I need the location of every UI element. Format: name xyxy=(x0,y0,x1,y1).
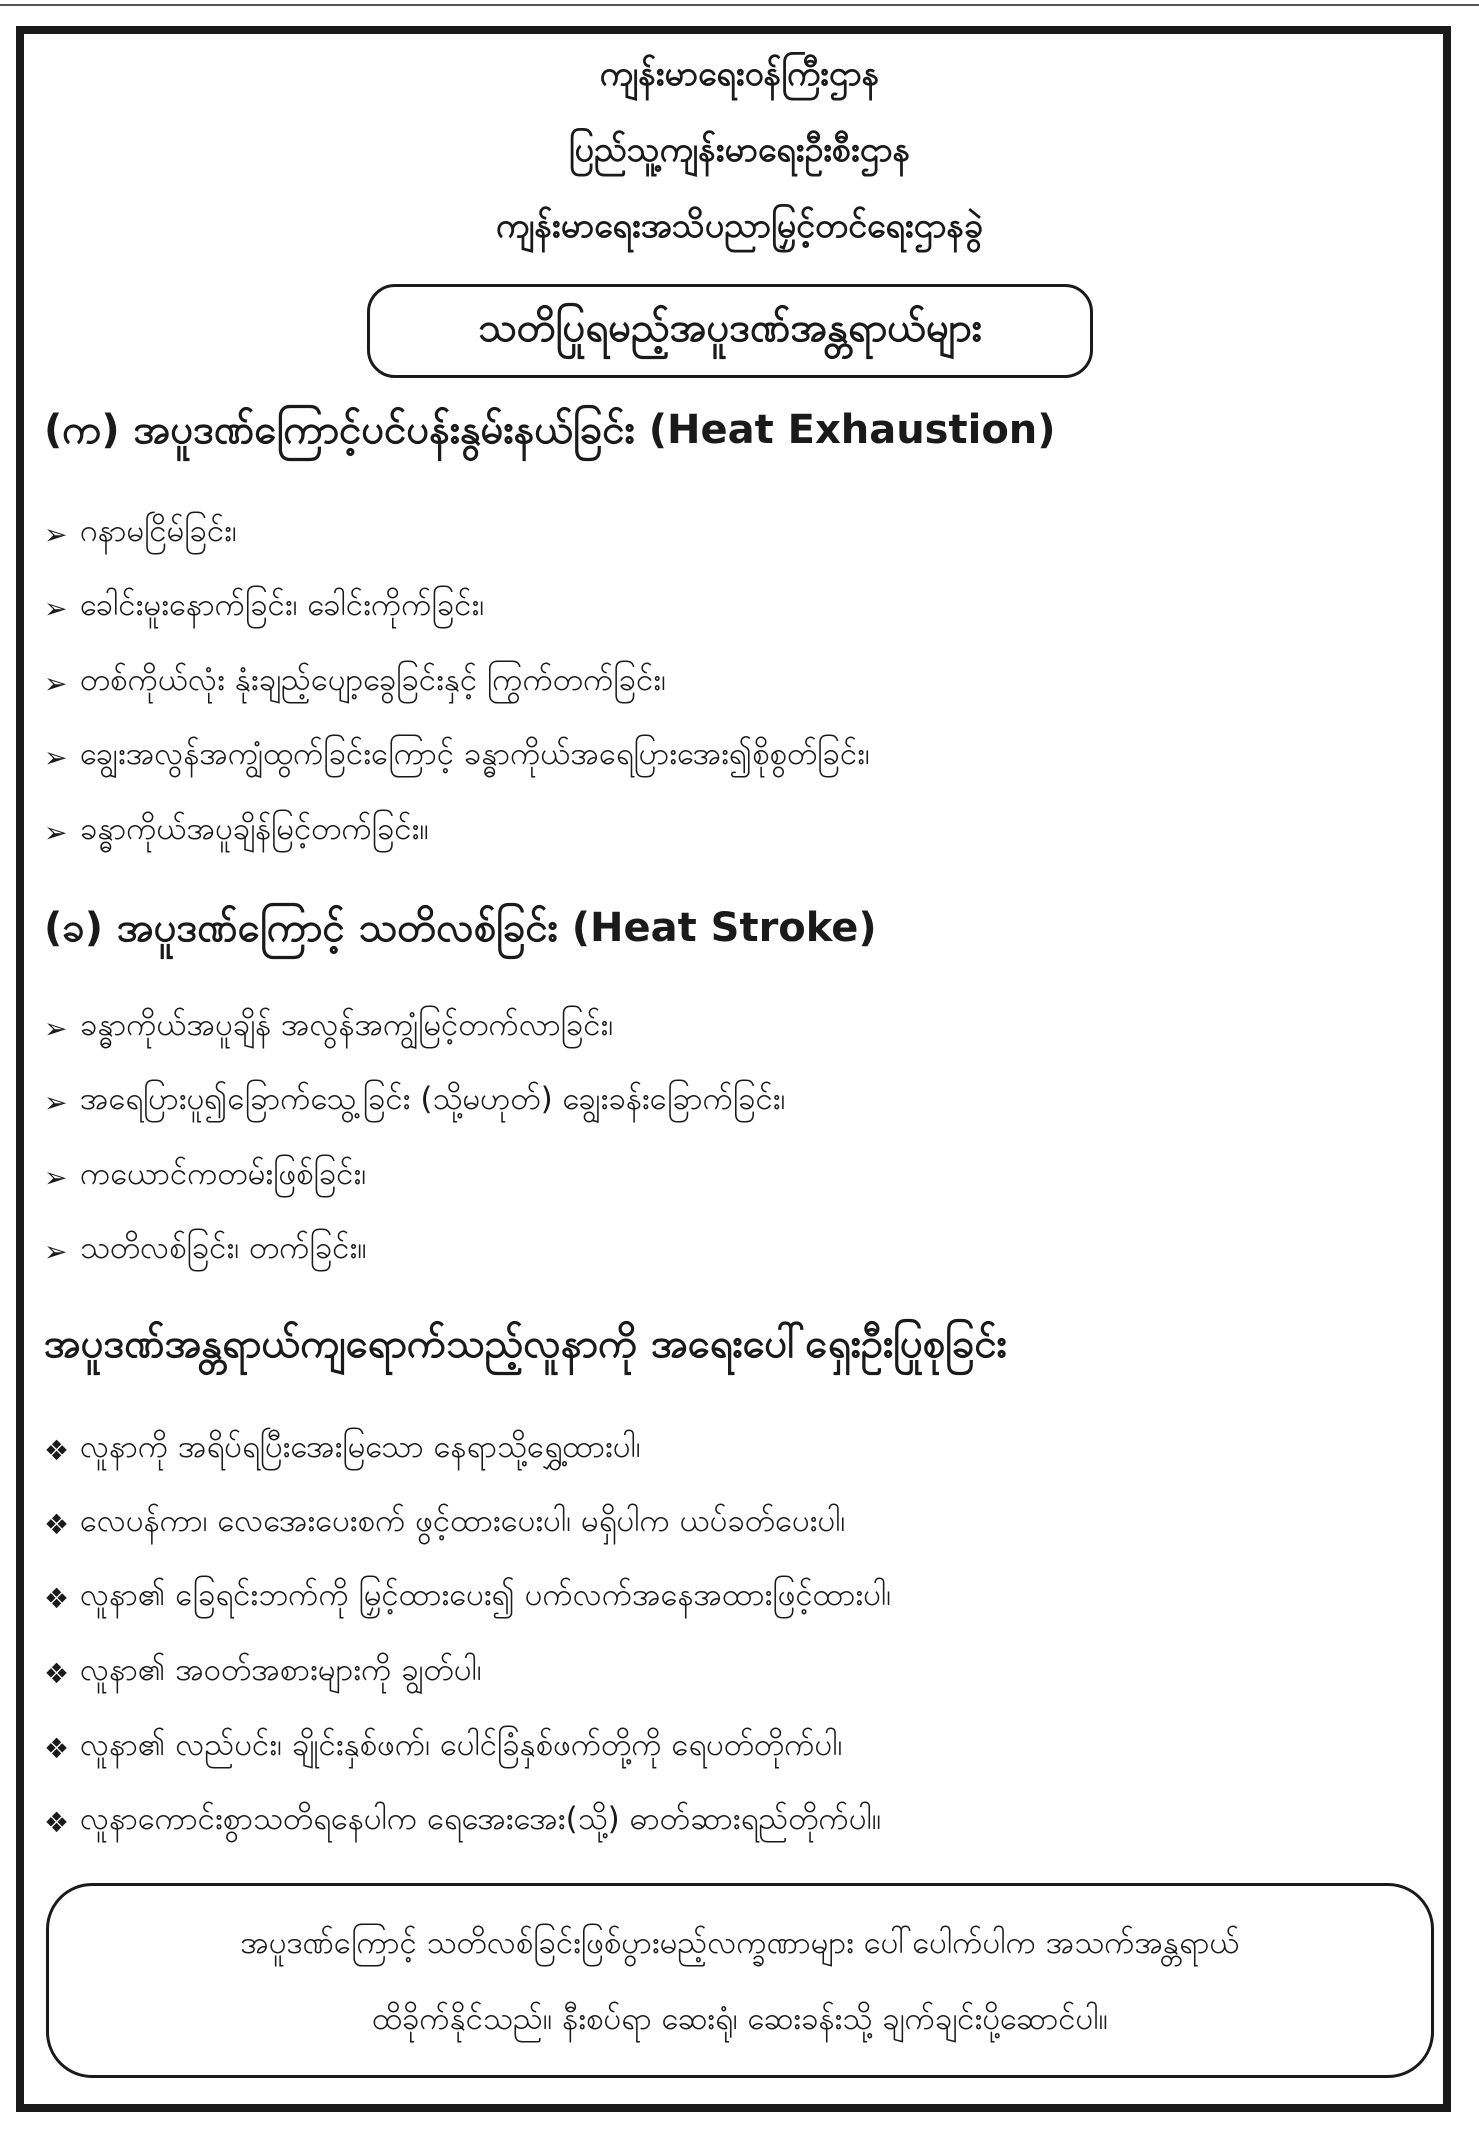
header-division: ကျန်းမာရေးအသိပညာမြှင့်တင်ရေးဌာနခွဲ xyxy=(495,206,984,246)
list-item: ❖ လူနာ၏ အဝတ်အစားများကို ချွတ်ပါ၊ xyxy=(44,1652,482,1690)
arrow-bullet-icon: ➢ xyxy=(44,815,68,849)
list-item: ➢ ခန္ဓာကိုယ်အပူချိန်မြင့်တက်ခြင်း။ xyxy=(44,811,429,849)
footer-line-1: အပူဒဏ်ကြောင့် သတိလစ်ခြင်းဖြစ်ပွားမည့်လက္ခဏာများ ပေါ်ပေါက်ပါက အသက်အန္တရာယ် xyxy=(240,1924,1240,1961)
list-item: ➢ အရေပြားပူ၍ခြောက်သွေ့ခြင်း (သို့မဟုတ်) ချွေးခန်းခြောက်ခြင်း၊ xyxy=(44,1081,786,1119)
arrow-bullet-icon: ➢ xyxy=(44,1234,68,1268)
arrow-bullet-icon: ➢ xyxy=(44,1011,68,1045)
arrow-bullet-icon: ➢ xyxy=(44,1160,68,1194)
list-item: ➢ ခန္ဓာကိုယ်အပူချိန် အလွန်အကျွံမြင့်တက်လာခြင်း၊ xyxy=(44,1007,614,1045)
page-title: သတိပြုရမည့်အပူဒဏ်အန္တရာယ်များ xyxy=(478,304,982,351)
list-item: ❖ လူနာ၏ ခြေရင်းဘက်ကို မြှင့်ထားပေး၍ ပက်လက်အနေအထားဖြင့်ထားပါ၊ xyxy=(44,1577,892,1615)
footer-line-2: ထိခိုက်နိုင်သည်။ နီးစပ်ရာ ဆေးရုံ၊ ဆေးခန်းသို့ ချက်ချင်းပို့ဆောင်ပါ။ xyxy=(372,2000,1108,2037)
header-ministry: ကျန်းမာရေးဝန်ကြီးဌာန xyxy=(599,54,880,94)
diamond-bullet-icon: ❖ xyxy=(44,1433,70,1467)
header-department: ပြည်သူ့ကျန်းမာရေးဦးစီးဌာန xyxy=(568,130,911,170)
list-item: ❖ လေပန်ကာ၊ လေအေးပေးစက် ဖွင့်ထားပေးပါ၊ မရှိပါက ယပ်ခတ်ပေးပါ၊ xyxy=(44,1503,846,1541)
first-aid-heading: အပူဒဏ်အန္တရာယ်ကျရောက်သည့်လူနာကို အရေးပေါ်ရှေးဦးပြုစုခြင်း xyxy=(44,1321,1007,1367)
list-item: ➢ ကယောင်ကတမ်းဖြစ်ခြင်း၊ xyxy=(44,1156,367,1194)
section-a-heading: (က) အပူဒဏ်ကြောင့်ပင်ပန်းနွမ်းနယ်ခြင်း (Heat Exhaustion) xyxy=(44,407,1056,453)
list-item: ➢ ဂနာမငြိမ်ခြင်း၊ xyxy=(44,513,237,551)
list-item: ❖ လူနာကို အရိပ်ရပြီးအေးမြသော နေရာသို့ရွှေ့ထားပါ၊ xyxy=(44,1429,641,1467)
arrow-bullet-icon: ➢ xyxy=(44,1085,68,1119)
arrow-bullet-icon: ➢ xyxy=(44,591,68,625)
arrow-bullet-icon: ➢ xyxy=(44,740,68,774)
title-box xyxy=(367,284,1093,378)
list-item: ➢ တစ်ကိုယ်လုံး နုံးချည့်ပျော့ခွေခြင်းနှင့် ကြွက်တက်ခြင်း၊ xyxy=(44,662,667,700)
footer-notice xyxy=(46,1883,1434,2078)
list-item: ❖ လူနာ၏ လည်ပင်း၊ ချိုင်းနှစ်ဖက်၊ ပေါင်ခြံနှစ်ဖက်တို့ကို ရေပတ်တိုက်ပါ၊ xyxy=(44,1727,843,1765)
arrow-bullet-icon: ➢ xyxy=(44,666,68,700)
arrow-bullet-icon: ➢ xyxy=(44,517,68,551)
list-item: ➢ သတိလစ်ခြင်း၊ တက်ခြင်း။ xyxy=(44,1230,367,1268)
diamond-bullet-icon: ❖ xyxy=(44,1507,70,1541)
list-item: ➢ ခေါင်းမူးနောက်ခြင်း၊ ခေါင်းကိုက်ခြင်း၊ xyxy=(44,587,485,625)
diamond-bullet-icon: ❖ xyxy=(44,1731,70,1765)
diamond-bullet-icon: ❖ xyxy=(44,1656,70,1690)
diamond-bullet-icon: ❖ xyxy=(44,1805,70,1839)
section-b-heading: (ခ) အပူဒဏ်ကြောင့် သတိလစ်ခြင်း (Heat Stroke) xyxy=(44,905,877,951)
diamond-bullet-icon: ❖ xyxy=(44,1581,70,1615)
top-rule xyxy=(0,4,1479,6)
list-item: ➢ ချွေးအလွန်အကျွံထွက်ခြင်းကြောင့် ခန္ဓာကိုယ်အရေပြားအေး၍စိုစွတ်ခြင်း၊ xyxy=(44,736,870,774)
list-item: ❖ လူနာကောင်းစွာသတိရနေပါက ရေအေးအေး(သို့) ဓာတ်ဆားရည်တိုက်ပါ။ xyxy=(44,1801,882,1839)
